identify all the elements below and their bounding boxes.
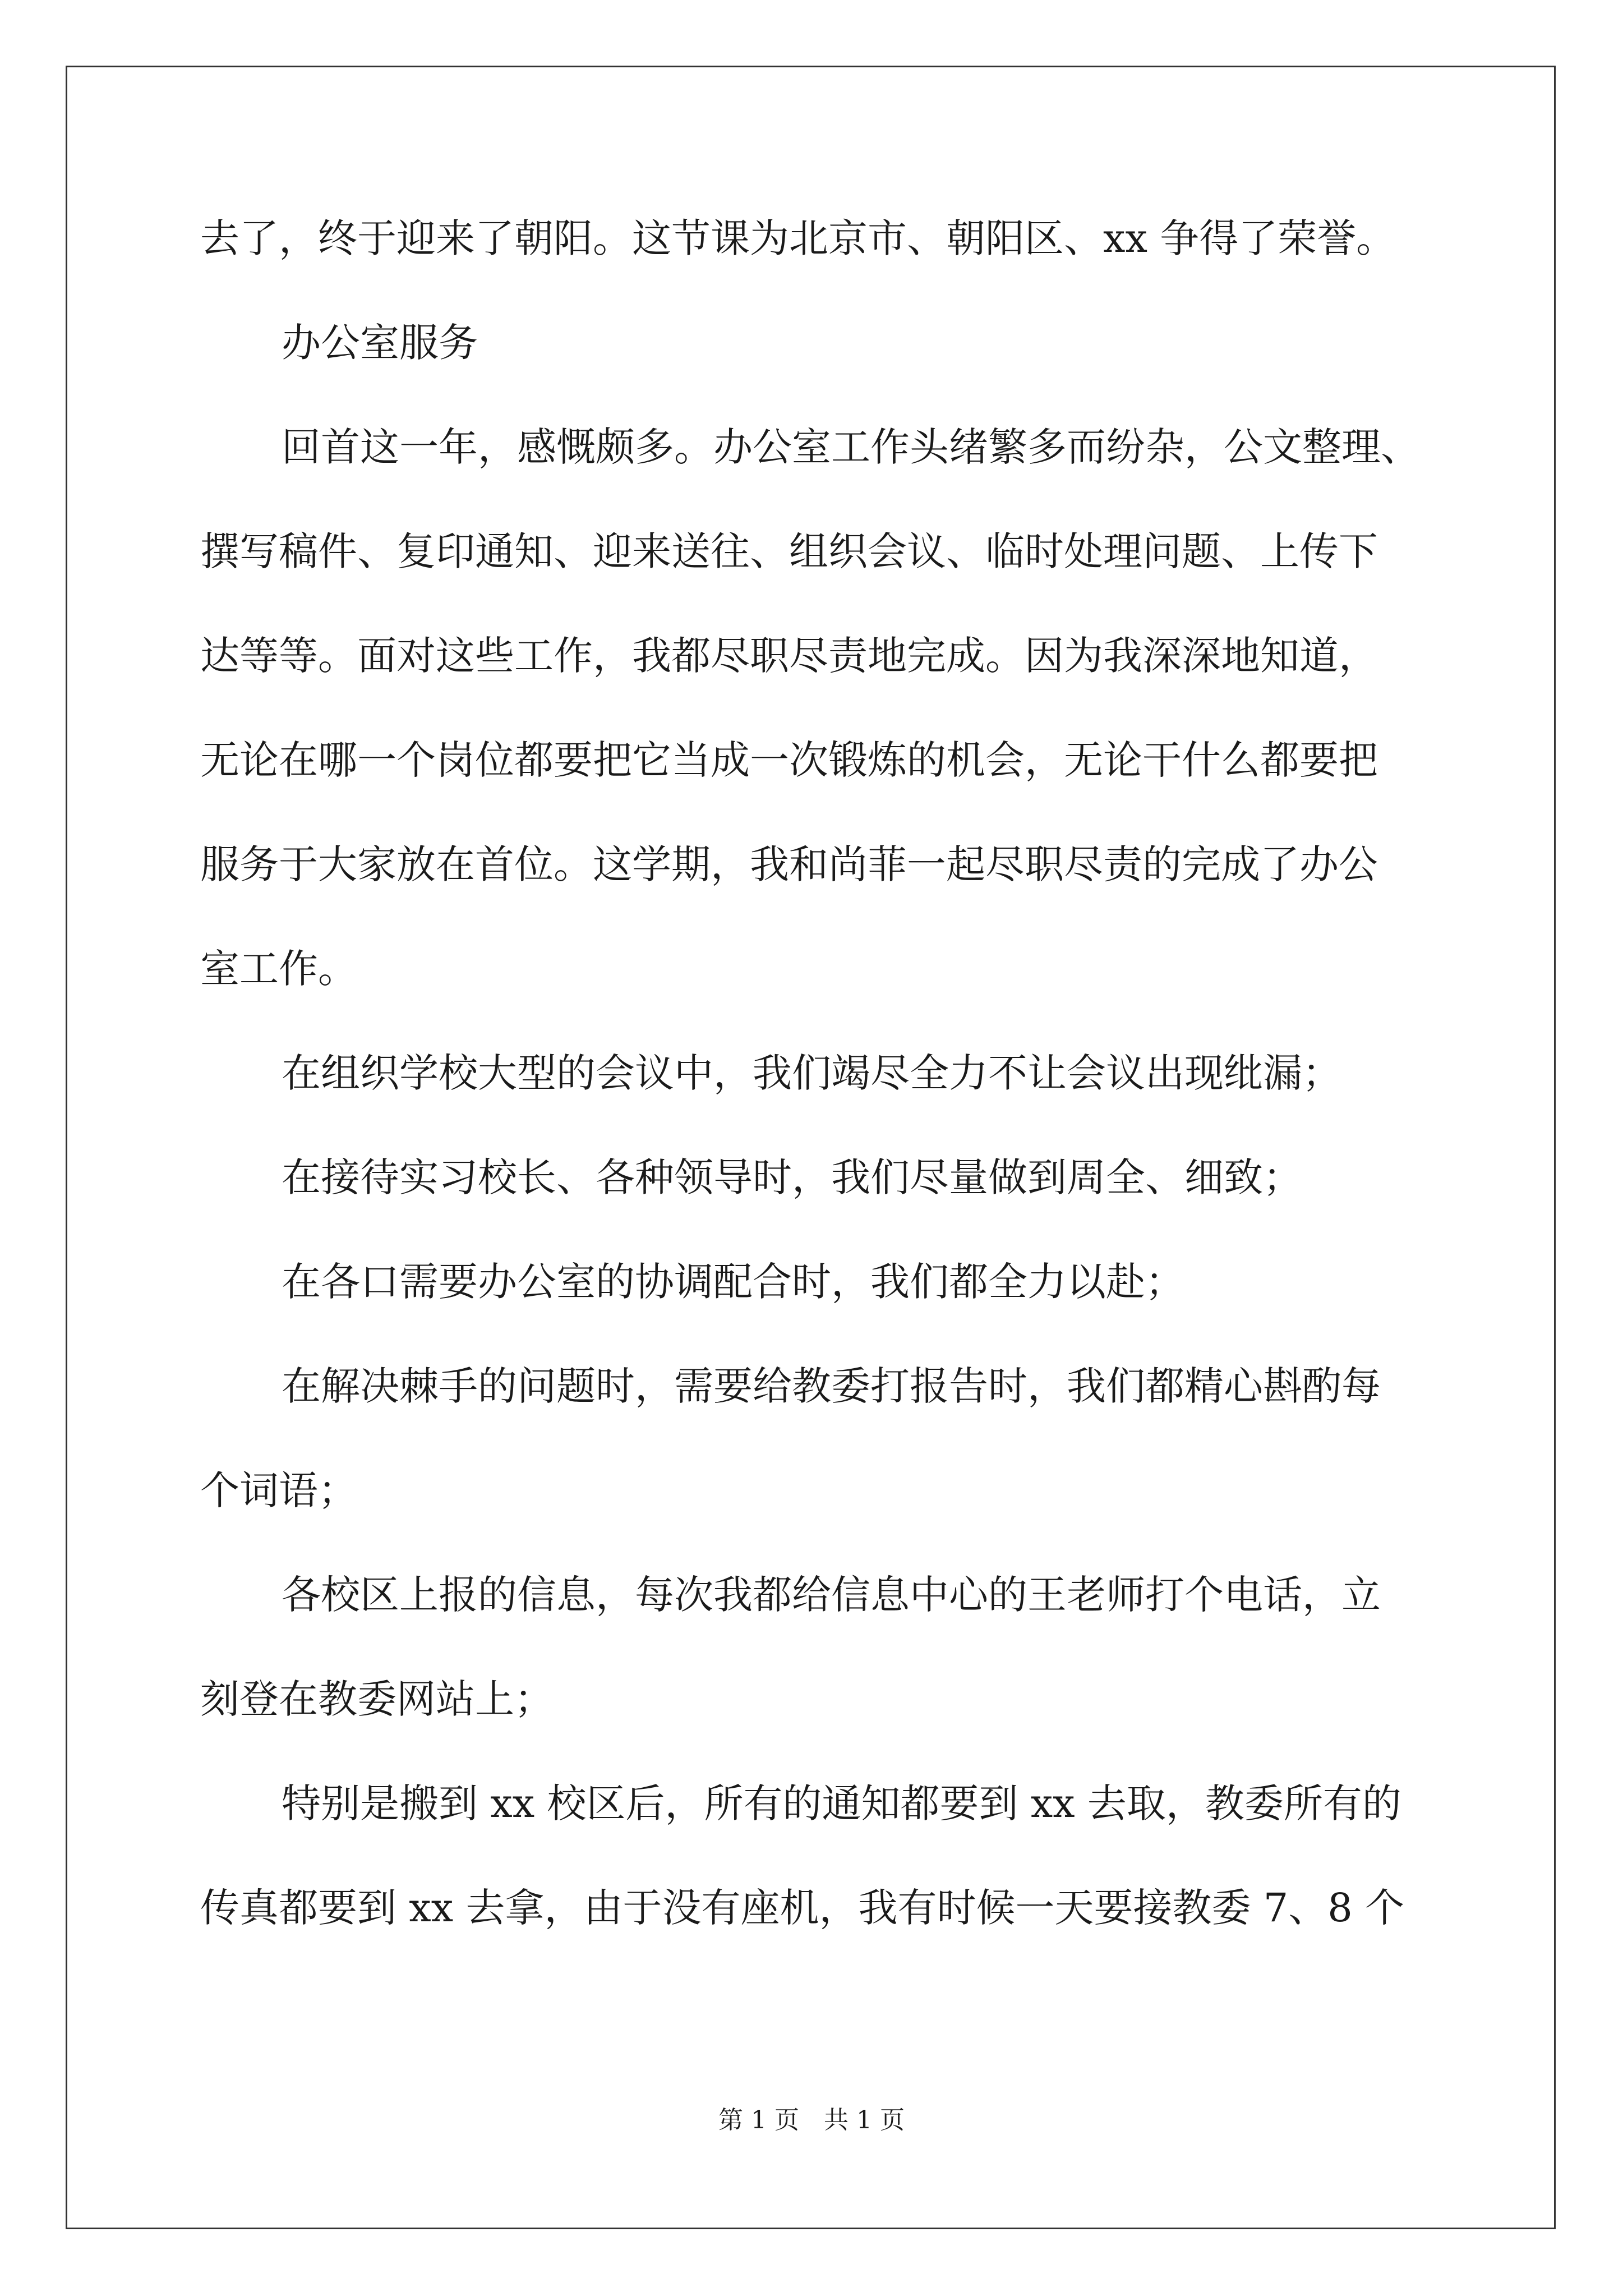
text-line-13: 个词语； <box>200 1467 357 1513</box>
text-line-16: 特别是搬到 xx 校区后，所有的通知都要到 xx 去取，教委所有的 <box>282 1780 1401 1826</box>
text-line-17: 传真都要到 xx 去拿，由于没有座机，我有时候一天要接教委 7、8 个 <box>200 1885 1405 1931</box>
text-line-8: 室工作。 <box>200 946 357 992</box>
text-line-4: 撰写稿件、复印通知、迎来送往、组织会议、临时处理问题、上传下 <box>200 528 1378 574</box>
text-line-10: 在接待实习校长、各种领导时，我们尽量做到周全、细致； <box>282 1154 1302 1200</box>
section-heading: 办公室服务 <box>282 320 478 366</box>
page-number-footer: 第 1 页 共 1 页 <box>718 2106 905 2134</box>
text-line-15: 刻登在教委网站上； <box>200 1676 554 1722</box>
text-line-7: 服务于大家放在首位。这学期，我和尚菲一起尽职尽责的完成了办公 <box>200 841 1378 887</box>
text-line-1: 去了，终于迎来了朝阳。这节课为北京市、朝阳区、xx 争得了荣誉。 <box>200 215 1396 261</box>
text-line-6: 无论在哪一个岗位都要把它当成一次锻炼的机会，无论干什么都要把 <box>200 737 1378 783</box>
text-line-14: 各校区上报的信息，每次我都给信息中心的王老师打个电话，立 <box>282 1572 1381 1618</box>
text-line-3: 回首这一年，感慨颇多。办公室工作头绪繁多而纷杂，公文整理、 <box>282 424 1420 470</box>
text-line-5: 达等等。面对这些工作，我都尽职尽责地完成。因为我深深地知道， <box>200 633 1378 679</box>
text-line-9: 在组织学校大型的会议中，我们竭尽全力不让会议出现纰漏； <box>282 1050 1341 1096</box>
text-line-12: 在解决棘手的问题时，需要给教委打报告时，我们都精心斟酌每 <box>282 1363 1381 1409</box>
text-line-11: 在各口需要办公室的协调配合时，我们都全力以赴； <box>282 1259 1184 1305</box>
